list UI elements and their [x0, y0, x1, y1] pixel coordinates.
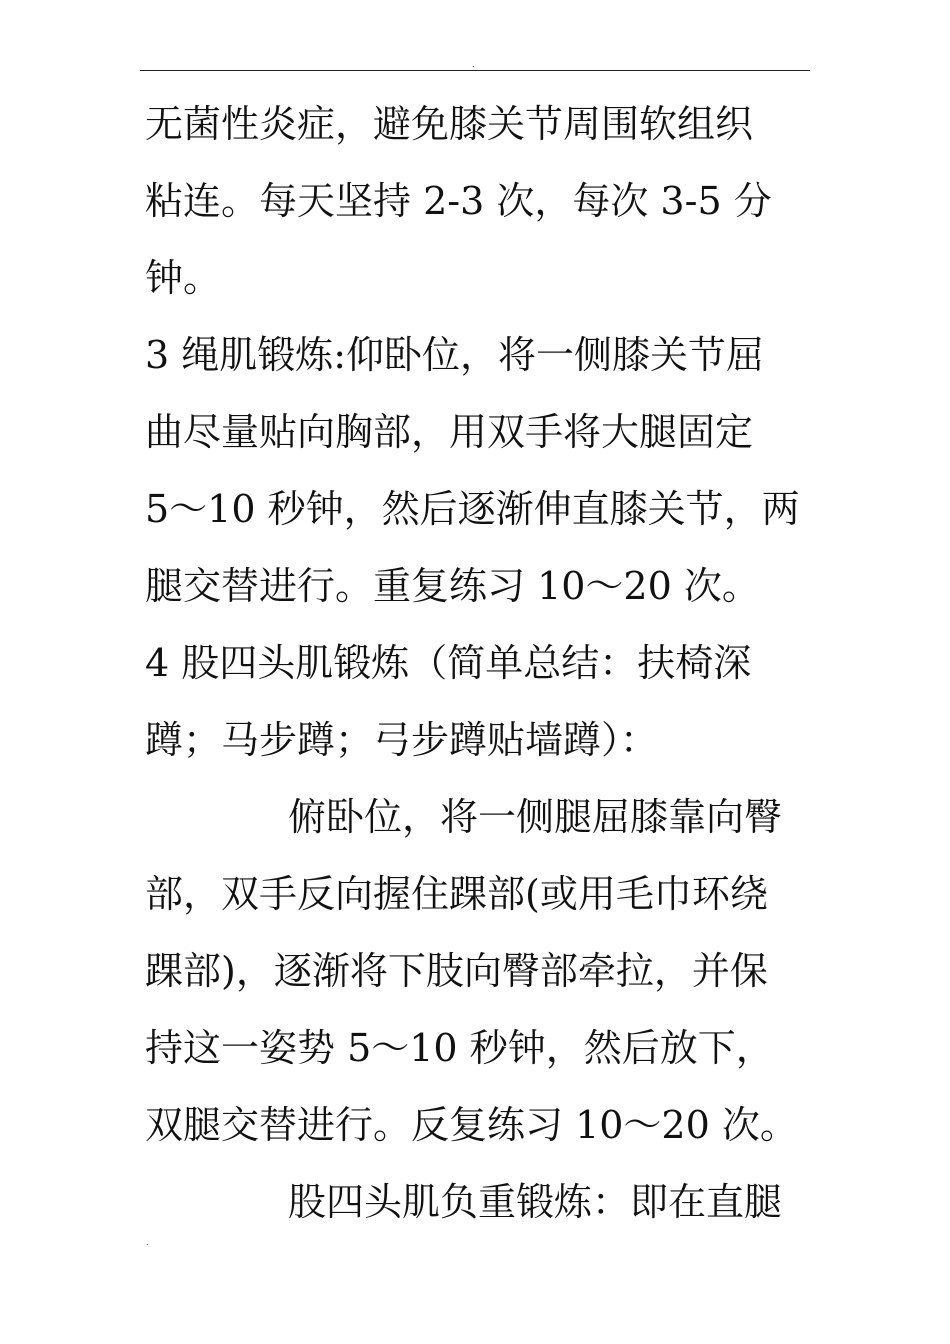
document-body — [145, 86, 825, 1241]
footer-mark: . — [146, 1238, 149, 1247]
text-line: 无菌性炎症，避免膝关节周围软组织 — [145, 102, 754, 146]
text-line: 腿交替进行。重复练习 10～20 次。 — [145, 564, 760, 608]
text-line: 4 股四头肌锻炼（简单总结：扶椅深 — [145, 641, 752, 685]
text-line: 5～10 秒钟，然后逐渐伸直膝关节，两 — [145, 487, 800, 531]
text-line: 3 绳肌锻炼:仰卧位，将一侧膝关节屈 — [145, 333, 765, 377]
text-line: 持这一姿势 5～10 秒钟，然后放下， — [145, 1026, 774, 1070]
text-line: 部，双手反向握住踝部(或用毛巾环绕 — [145, 872, 768, 916]
header-rule — [140, 70, 810, 71]
text-line: 踝部)，逐渐将下肢向臀部牵拉，并保 — [145, 949, 768, 993]
text-line: 曲尽量贴向胸部，用双手将大腿固定 — [145, 410, 754, 454]
text-line: 蹲；马步蹲；弓步蹲贴墙蹲）： — [145, 718, 659, 762]
text-line: 俯卧位，将一侧腿屈膝靠向臀 — [288, 795, 783, 839]
text-line: 股四头肌负重锻炼：即在直腿 — [288, 1180, 783, 1224]
text-line: 粘连。每天坚持 2-3 次，每次 3-5 分 — [145, 179, 772, 223]
text-line: 钟。 — [145, 256, 222, 300]
text-line: 双腿交替进行。反复练习 10～20 次。 — [145, 1103, 798, 1147]
header-mark: . — [472, 60, 475, 69]
